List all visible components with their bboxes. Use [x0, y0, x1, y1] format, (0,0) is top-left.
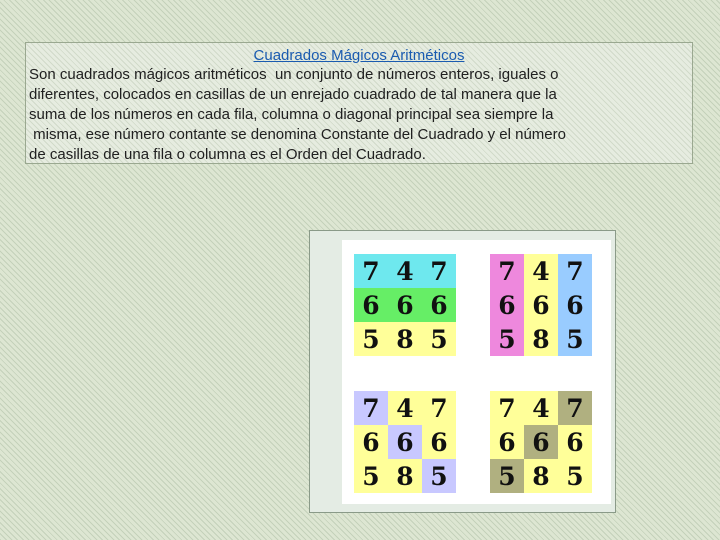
square-1-cell-r2c2: 6: [388, 288, 422, 322]
square-3-cell-r2c1: 6: [354, 425, 388, 459]
square-4-cell-r1c2: 4: [524, 391, 558, 425]
magic-square-rows: [354, 254, 456, 356]
square-3-cell-r3c3: 5: [422, 459, 456, 493]
square-4-cell-r3c2: 8: [524, 459, 558, 493]
square-2-cell-r3c2: 8: [524, 322, 558, 356]
magic-square-columns: [490, 254, 592, 356]
square-4-cell-r3c1: 5: [490, 459, 524, 493]
title: Cuadrados Mágicos Aritméticos: [253, 47, 465, 64]
magic-square-main-diagonal: [354, 391, 456, 493]
square-4-cell-r2c2: 6: [524, 425, 558, 459]
square-4-cell-r3c3: 5: [558, 459, 592, 493]
square-2-cell-r3c3: 5: [558, 322, 592, 356]
square-1-cell-r1c2: 4: [388, 254, 422, 288]
square-2-cell-r2c2: 6: [524, 288, 558, 322]
square-3-cell-r1c3: 7: [422, 391, 456, 425]
square-3-cell-r2c2: 6: [388, 425, 422, 459]
square-2-cell-r1c2: 4: [524, 254, 558, 288]
text-line-1: Son cuadrados mágicos aritméticos un conjunto de números enteros, iguales o: [29, 66, 559, 83]
square-1-cell-r2c3: 6: [422, 288, 456, 322]
definition-text-box: [25, 42, 693, 164]
square-2-cell-r2c3: 6: [558, 288, 592, 322]
square-4-cell-r1c3: 7: [558, 391, 592, 425]
square-1-cell-r3c3: 5: [422, 322, 456, 356]
square-4-cell-r1c1: 7: [490, 391, 524, 425]
text-line-3: suma de los números en cada fila, columna o diagonal principal sea siempre la: [29, 106, 554, 123]
square-3-cell-r1c2: 4: [388, 391, 422, 425]
square-2-cell-r3c1: 5: [490, 322, 524, 356]
square-2-cell-r1c1: 7: [490, 254, 524, 288]
square-4-cell-r2c1: 6: [490, 425, 524, 459]
square-3-cell-r3c2: 8: [388, 459, 422, 493]
magic-square-anti-diagonal: [490, 391, 592, 493]
square-3-cell-r1c1: 7: [354, 391, 388, 425]
square-3-cell-r2c3: 6: [422, 425, 456, 459]
square-1-cell-r3c2: 8: [388, 322, 422, 356]
text-line-2: diferentes, colocados en casillas de un enrejado cuadrado de tal manera que la: [29, 86, 557, 103]
square-1-cell-r3c1: 5: [354, 322, 388, 356]
square-2-cell-r1c3: 7: [558, 254, 592, 288]
square-1-cell-r1c3: 7: [422, 254, 456, 288]
square-1-cell-r1c1: 7: [354, 254, 388, 288]
text-line-5: de casillas de una fila o columna es el Orden del Cuadrado.: [29, 146, 426, 163]
square-2-cell-r2c1: 6: [490, 288, 524, 322]
square-4-cell-r2c3: 6: [558, 425, 592, 459]
square-1-cell-r2c1: 6: [354, 288, 388, 322]
square-3-cell-r3c1: 5: [354, 459, 388, 493]
text-line-4: misma, ese número contante se denomina Constante del Cuadrado y el número: [29, 126, 566, 143]
